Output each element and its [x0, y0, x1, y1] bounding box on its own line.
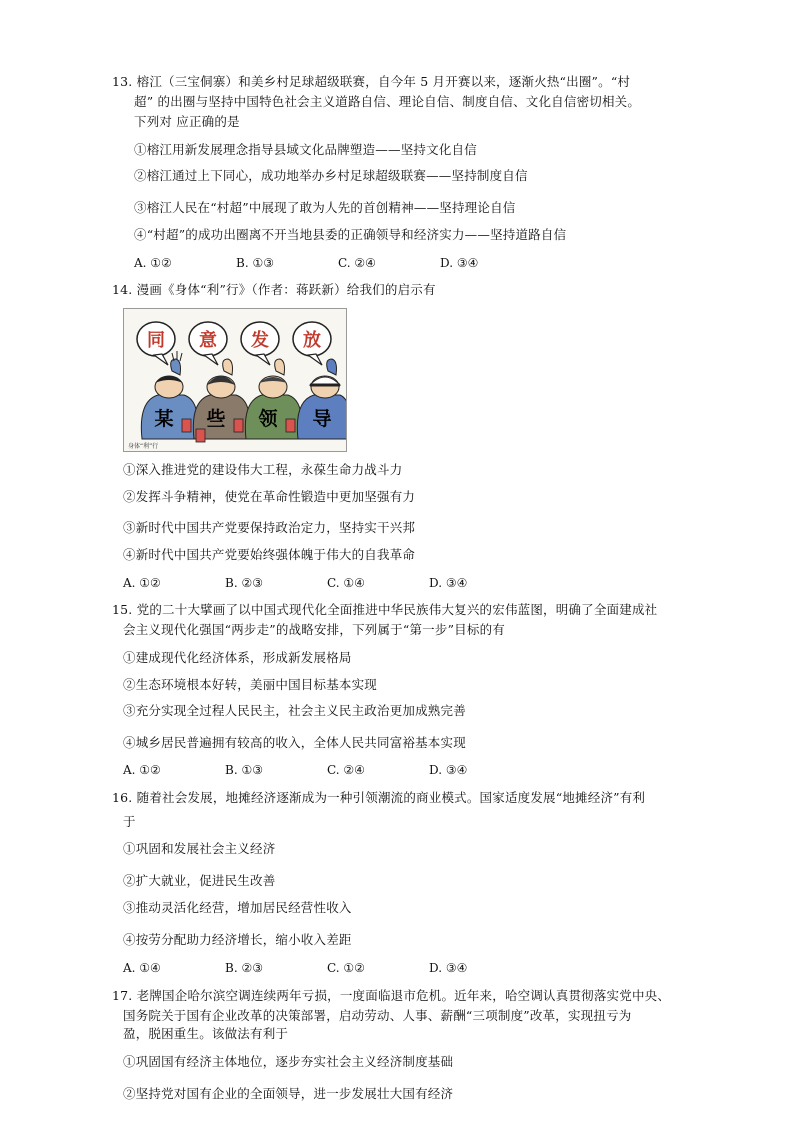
q14-item-3: ③新时代中国共产党要保持政治定力，坚持实干兴邦: [123, 520, 416, 535]
q13-item-1: ①榕江用新发展理念指导县域文化品牌塑造——坚持文化自信: [134, 142, 477, 157]
q15-option-b[interactable]: B. ①③: [225, 763, 263, 777]
q14-item-2: ②发挥斗争精神，使党在革命性锻造中更加坚强有力: [123, 489, 416, 504]
q16-option-b[interactable]: B. ②③: [225, 961, 263, 975]
q16-options: [123, 960, 531, 976]
q15-item-2: ②生态环境根本好转，美丽中国目标基本实现: [123, 677, 378, 692]
q14-option-b[interactable]: B. ②③: [225, 576, 263, 590]
sign-text-2: 些: [206, 408, 226, 430]
q14-option-d[interactable]: D. ③④: [429, 576, 468, 590]
q13-item-3: ③榕江人民在“村超”中展现了敢为人先的首创精神——坚持理论自信: [134, 200, 516, 215]
q15-stem-line1: 15. 党的二十大擘画了以中国式现代化全面推进中华民族伟大复兴的宏伟蓝图，明确了全面建成社: [112, 602, 658, 617]
q15-stem-line2: 会主义现代化强国“两步走”的战略安排，下列属于“第一步”目标的有: [123, 622, 505, 637]
q16-stem-line1: 16. 随着社会发展，地摊经济逐渐成为一种引领潮流的商业模式。国家适度发展“地摊经济”有利: [112, 790, 646, 805]
q15-item-4: ④城乡居民普遍拥有较高的收入，全体人民共同富裕基本实现: [123, 735, 466, 750]
q16-item-3: ③推动灵活化经营，增加居民经营性收入: [123, 900, 352, 915]
q13-item-4: ④“村超”的成功出圈离不开当地县委的正确领导和经济实力——坚持道路自信: [134, 227, 567, 242]
q13-option-c[interactable]: C. ②④: [338, 256, 376, 270]
q13-stem-line3: 下列对 应正确的是: [134, 114, 240, 129]
red-envelope-icon: [234, 419, 243, 432]
q14-option-c[interactable]: C. ①④: [327, 576, 365, 590]
q13-option-a[interactable]: A. ①②: [134, 256, 172, 270]
q14-item-1: ①深入推进党的建设伟大工程，永葆生命力战斗力: [123, 462, 403, 477]
q17-item-2: ②坚持党对国有企业的全面领导，进一步发展壮大国有经济: [123, 1086, 454, 1101]
q16-option-c[interactable]: C. ①②: [327, 961, 365, 975]
q17-stem-line3: 盈，脱困重生。该做法有利于: [123, 1026, 289, 1041]
q15-options: [123, 762, 531, 778]
bubble-text-1: 同: [147, 330, 165, 351]
sign-text-4: 导: [312, 408, 332, 430]
red-envelope-icon: [286, 419, 295, 432]
q15-item-3: ③充分实现全过程人民民主，社会主义民主政治更加成熟完善: [123, 703, 466, 718]
q16-option-d[interactable]: D. ③④: [429, 961, 468, 975]
q14-stem: 14. 漫画《身体“利”行》（作者：蒋跃新）给我们的启示有: [112, 282, 436, 297]
q14-item-4: ④新时代中国共产党要始终强体魄于伟大的自我革命: [123, 547, 416, 562]
q13-option-b[interactable]: B. ①③: [236, 256, 274, 270]
q16-item-2: ②扩大就业，促进民生改善: [123, 873, 276, 888]
q16-item-4: ④按劳分配助力经济增长，缩小收入差距: [123, 932, 352, 947]
q13-item-2: ②榕江通过上下同心，成功地举办乡村足球超级联赛——坚持制度自信: [134, 168, 528, 183]
q17-item-1: ①巩固国有经济主体地位，逐步夯实社会主义经济制度基础: [123, 1054, 454, 1069]
q16-item-1: ①巩固和发展社会主义经济: [123, 841, 276, 856]
bubble-text-4: 放: [303, 330, 321, 351]
q14-options: [123, 575, 531, 591]
q16-option-a[interactable]: A. ①④: [123, 961, 161, 975]
cartoon-image: [123, 308, 347, 452]
bubble-text-2: 意: [199, 330, 217, 351]
q17-stem-line1: 17. 老牌国企哈尔滨空调连续两年亏损，一度面临退市危机。近年来，哈空调认真贯彻落实党中央、: [112, 988, 671, 1003]
red-envelope-icon: [182, 419, 191, 432]
q15-item-1: ①建成现代化经济体系，形成新发展格局: [123, 650, 352, 665]
q15-option-d[interactable]: D. ③④: [429, 763, 468, 777]
q14-option-a[interactable]: A. ①②: [123, 576, 161, 590]
q13-options: [134, 255, 542, 271]
sign-text-3: 领: [258, 408, 278, 430]
q15-option-a[interactable]: A. ①②: [123, 763, 161, 777]
cartoon-caption: 身体“利”行: [128, 443, 159, 450]
q13-stem-line1: 13. 榕江（三宝侗寨）和美乡村足球超级联赛，自今年 5 月开赛以来，逐渐火热“出圈”。“村: [112, 74, 631, 89]
bubble-text-3: 发: [251, 330, 269, 351]
q13-stem-line2: 超” 的出圈与坚持中国特色社会主义道路自信、理论自信、制度自信、文化自信密切相关。: [134, 94, 641, 109]
q16-stem-line2: 于: [123, 814, 136, 829]
red-envelope-icon: [196, 429, 205, 442]
q17-stem-line2: 国务院关于国有企业改革的决策部署，启动劳动、人事、薪酬“三项制度”改革，实现扭亏为: [123, 1008, 632, 1023]
sign-text-1: 某: [154, 408, 174, 430]
q15-option-c[interactable]: C. ②④: [327, 763, 365, 777]
q13-option-d[interactable]: D. ③④: [440, 256, 479, 270]
